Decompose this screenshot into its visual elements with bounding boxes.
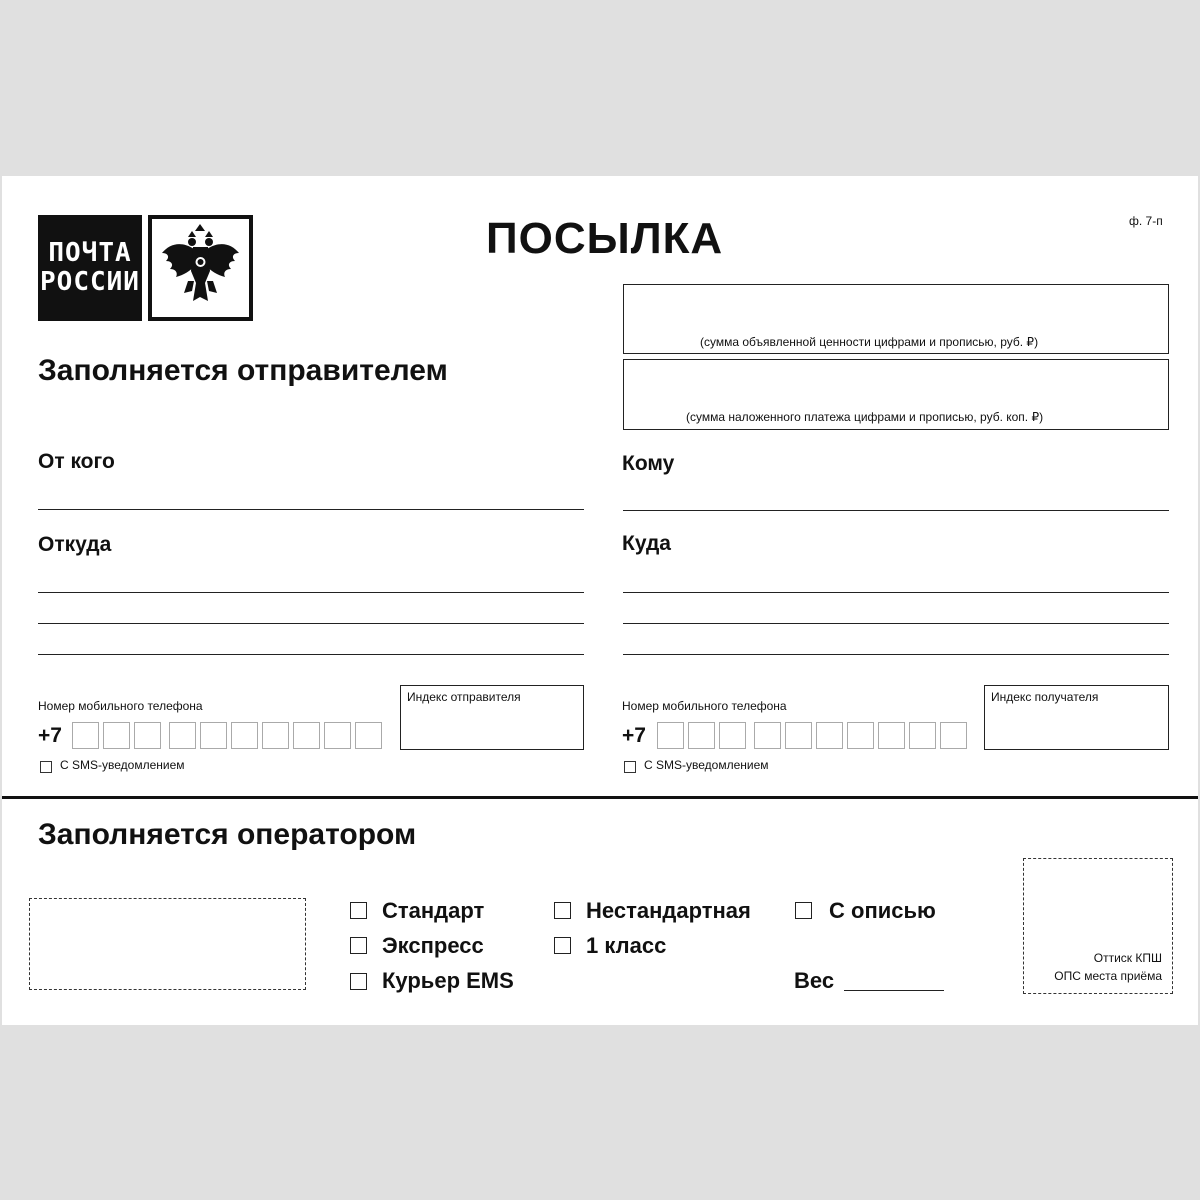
- courier-ems-label: Курьер EMS: [382, 968, 514, 993]
- declared-value-field[interactable]: [623, 284, 1169, 354]
- from-where-label: Откуда: [38, 533, 112, 556]
- from-where-line-1[interactable]: [38, 592, 584, 593]
- recipient-phone-digit[interactable]: [719, 722, 746, 749]
- first-class-checkbox[interactable]: [554, 937, 571, 954]
- pochta-rossii-logo: [38, 215, 142, 321]
- sender-index-field[interactable]: [400, 685, 584, 750]
- sender-phone-prefix: +7: [38, 724, 62, 747]
- nonstandard-checkbox[interactable]: [554, 902, 571, 919]
- recipient-sms-checkbox[interactable]: [624, 761, 636, 773]
- first-class-label: 1 класс: [586, 933, 667, 958]
- recipient-sms-label: С SMS-уведомлением: [644, 758, 769, 772]
- express-label: Экспресс: [382, 933, 484, 958]
- stamp-caption-1: Оттиск КПШ: [1093, 951, 1162, 965]
- nonstandard-label: Нестандартная: [586, 898, 751, 923]
- sender-phone-digit[interactable]: [324, 722, 351, 749]
- declared-value-caption: (сумма объявленной ценности цифрами и прописью, руб. ₽): [700, 335, 1039, 349]
- operator-section-heading: Заполняется оператором: [38, 818, 417, 851]
- stamp-area: [1023, 858, 1173, 994]
- sender-section-heading: Заполняется отправителем: [38, 354, 448, 387]
- recipient-phone-digit[interactable]: [688, 722, 715, 749]
- operator-barcode-area: [29, 898, 306, 990]
- standard-checkbox[interactable]: [350, 902, 367, 919]
- sender-phone-digit[interactable]: [72, 722, 99, 749]
- courier-ems-checkbox[interactable]: [350, 973, 367, 990]
- sender-phone-digit[interactable]: [262, 722, 289, 749]
- inventory-label: С описью: [829, 898, 936, 923]
- to-where-label: Куда: [622, 532, 671, 555]
- cod-amount-field[interactable]: [623, 359, 1169, 430]
- form-number: ф. 7-п: [1129, 214, 1163, 228]
- recipient-phone-digit[interactable]: [940, 722, 967, 749]
- sender-phone-digit[interactable]: [355, 722, 382, 749]
- recipient-phone-prefix: +7: [622, 724, 646, 747]
- from-label: От кого: [38, 450, 115, 473]
- sender-sms-checkbox[interactable]: [40, 761, 52, 773]
- to-where-line-2[interactable]: [623, 623, 1169, 624]
- inventory-checkbox[interactable]: [795, 902, 812, 919]
- recipient-phone-digit[interactable]: [785, 722, 812, 749]
- sender-phone-label: Номер мобильного телефона: [38, 699, 203, 713]
- weight-label: Вес: [794, 968, 835, 993]
- recipient-phone-label: Номер мобильного телефона: [622, 699, 787, 713]
- sender-phone-digit[interactable]: [200, 722, 227, 749]
- to-line[interactable]: [623, 510, 1169, 511]
- sender-sms-label: С SMS-уведомлением: [60, 758, 185, 772]
- sender-phone-digit[interactable]: [169, 722, 196, 749]
- recipient-phone-digit[interactable]: [657, 722, 684, 749]
- recipient-phone-digit[interactable]: [878, 722, 905, 749]
- recipient-phone-digit[interactable]: [816, 722, 843, 749]
- form-title: ПОСЫЛКА: [486, 214, 724, 263]
- to-where-line-1[interactable]: [623, 592, 1169, 593]
- express-checkbox[interactable]: [350, 937, 367, 954]
- recipient-index-field[interactable]: [984, 685, 1169, 750]
- cod-amount-caption: (сумма наложенного платежа цифрами и прописью, руб. коп. ₽): [686, 410, 1044, 424]
- sender-index-label: Индекс отправителя: [407, 690, 521, 704]
- recipient-index-label: Индекс получателя: [991, 690, 1099, 704]
- parcel-form: [2, 176, 1198, 1025]
- standard-label: Стандарт: [382, 898, 485, 923]
- from-line[interactable]: [38, 509, 584, 510]
- logo-line-2: РОССИИ: [40, 267, 140, 297]
- from-where-line-2[interactable]: [38, 623, 584, 624]
- sender-phone-digit[interactable]: [293, 722, 320, 749]
- weight-line[interactable]: [844, 990, 944, 991]
- sender-phone-digit[interactable]: [231, 722, 258, 749]
- logo-line-1: ПОЧТА: [48, 238, 132, 268]
- recipient-phone-digit[interactable]: [847, 722, 874, 749]
- section-divider: [2, 796, 1198, 799]
- to-label: Кому: [622, 452, 675, 475]
- sender-phone-digit[interactable]: [103, 722, 130, 749]
- recipient-phone-digit[interactable]: [754, 722, 781, 749]
- stamp-caption-2: ОПС места приёма: [1054, 969, 1162, 983]
- recipient-phone-digit[interactable]: [909, 722, 936, 749]
- sender-phone-digit[interactable]: [134, 722, 161, 749]
- eagle-emblem-icon: [148, 215, 253, 321]
- from-where-line-3[interactable]: [38, 654, 584, 655]
- to-where-line-3[interactable]: [623, 654, 1169, 655]
